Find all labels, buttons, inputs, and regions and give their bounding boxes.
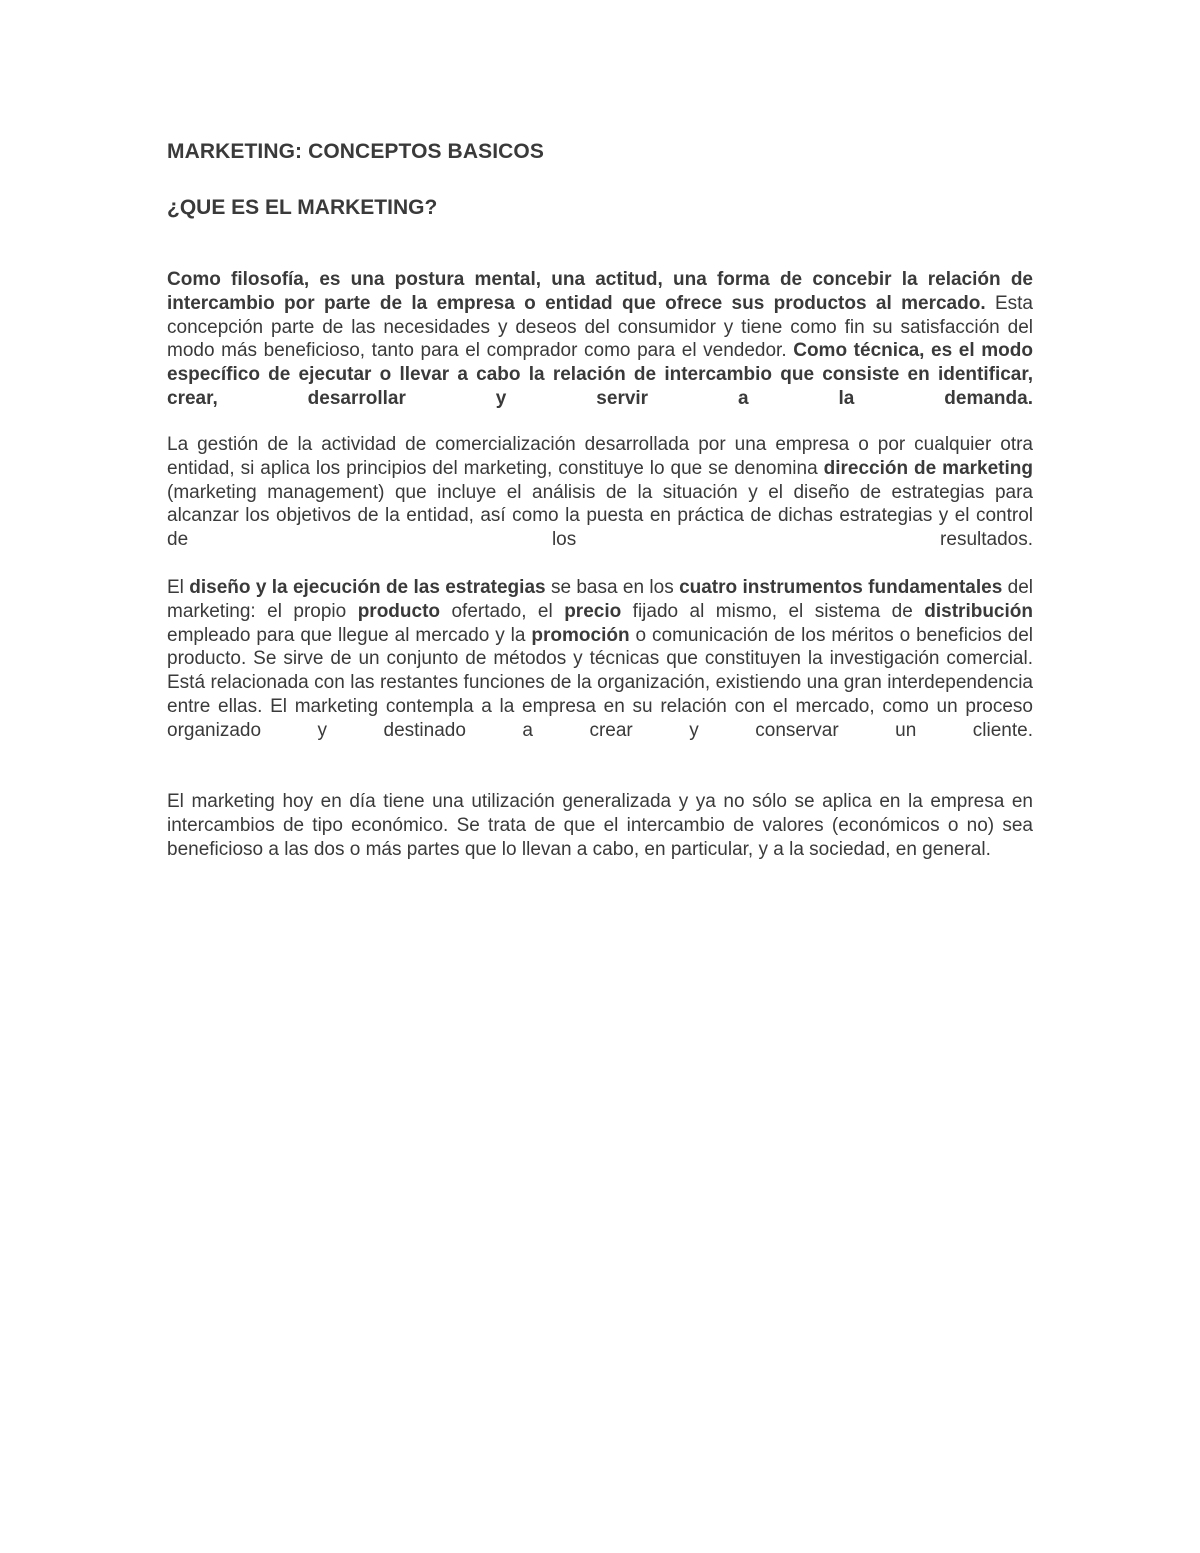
paragraph-today — [167, 790, 1033, 861]
body-text: (marketing management) que incluye el análisis de la situación y el diseño de estrategias para alcanzar los objetivos de la entidad, así como la puesta en práctica de dichas estrategias y el control de los resultados. — [167, 481, 1033, 551]
paragraph-philosophy — [167, 268, 1033, 411]
body-text: fijado al mismo, el sistema de — [621, 600, 925, 622]
bold-text: precio — [564, 600, 622, 622]
body-text: Esta concepción parte de las necesidades y deseos del consumidor y tiene como fin su satisfacción del modo más beneficioso, tanto para el comprador como para el vendedor. — [167, 292, 1033, 362]
body-text: se basa en los — [545, 577, 680, 598]
paragraph-management — [167, 433, 1033, 552]
body-text: ofertado, el — [440, 600, 565, 622]
bold-text: distribución — [924, 600, 1033, 622]
document-subtitle: ¿QUE ES EL MARKETING? — [167, 196, 438, 219]
paragraph-strategies — [167, 576, 1033, 743]
bold-text: cuatro instrumentos fundamentales — [679, 577, 1003, 598]
document-title: MARKETING: CONCEPTOS BASICOS — [167, 140, 544, 163]
bold-text: promoción — [531, 624, 630, 646]
body-text: empleado para que llegue al mercado y la — [167, 624, 532, 646]
body-text: El — [167, 577, 190, 598]
body-text: La gestión de la actividad de comercialización desarrollada por una empresa o por cualquier otra entidad, si aplica los principios del marketing, constituye lo que se denomina — [167, 434, 1033, 479]
body-text: del marketing: el propio — [167, 577, 1033, 622]
body-text: El marketing hoy en día tiene una utilización generalizada y ya no sólo se aplica en la empresa en intercambios de tipo económico. Se trata de que el intercambio de valores (económicos o no) sea beneficioso a las dos o más partes que lo llevan a cabo, en particular, y a la sociedad, en general. — [167, 791, 1033, 860]
bold-text: Como filosofía, es una postura mental, una actitud, una forma de concebir la relación de intercambio por parte de la empresa o entidad que ofrece sus productos al mercado. — [167, 269, 1033, 314]
bold-text: dirección de marketing — [823, 457, 1033, 479]
body-text: o comunicación de los méritos o beneficios del producto. Se sirve de un conjunto de métodos y técnicas que constituyen la investigación comercial. Está relacionada con las restantes funciones de la organización, existiendo una gran interdependencia entre ellas. El marketing contempla a la empresa en su relación con el mercado, como un proceso organizado y destinado a crear y conservar un cliente. — [167, 624, 1033, 741]
bold-text: Como técnica, es el modo específico de ejecutar o llevar a cabo la relación de intercambio que consiste en identificar, crear, desarrollar y servir a la demanda. — [167, 340, 1033, 409]
bold-text: diseño y la ejecución de las estrategias — [189, 577, 546, 598]
bold-text: producto — [357, 600, 441, 622]
